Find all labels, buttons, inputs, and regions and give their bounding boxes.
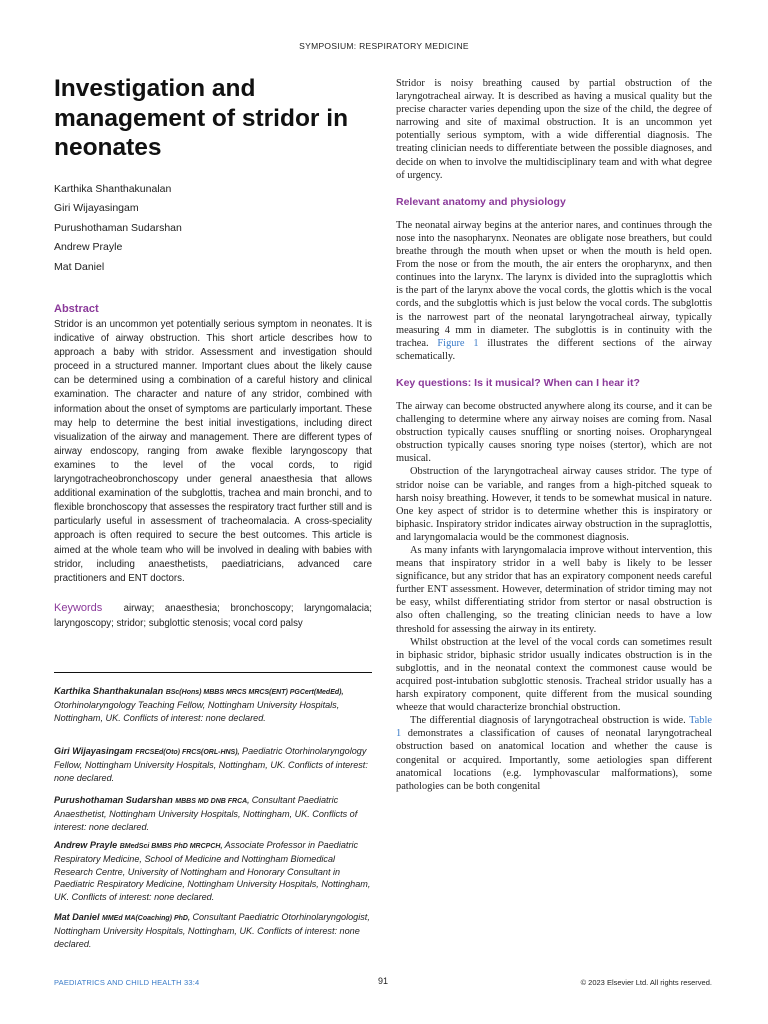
body-paragraph: The airway can become obstructed anywhere along its course, and it can be challenging to determine where any airway noises are coming from. Nasal obstruction typically causes snuffling or snorting noises. Oropharyngeal obstruction typically causes snoring type noises (stertor), which are not musical. — [396, 400, 712, 465]
body-paragraph: Whilst obstruction at the level of the vocal cords can sometimes result in biphasic stridor, biphasic stridor usually indicates obstruction is in the subglottis, and in the neonatal context the commonest cause would be acquired post-intubation subglottic stenosis. Tracheal stridor usually has a harsh expiratory component, quite different from the musical sounding wheeze that would characterize bronchial obstruction. — [396, 636, 712, 714]
keywords-list: airway; anaesthesia; bronchoscopy; laryngomalacia; laryngoscopy; stridor; subglottic stenosis; vocal cord palsy — [54, 603, 372, 629]
section-heading: Relevant anatomy and physiology — [396, 195, 566, 208]
figure-link[interactable]: Figure 1 — [437, 337, 479, 349]
author-name: Mat Daniel — [54, 260, 105, 273]
affiliation: Giri Wijayasingam FRCSEd(Oto) FRCS(ORL-HNS), Paediatric Otorhinolaryngology Fellow, Nottingham University Hospitals, Nottingham, UK. Conflicts of interest: none declared. — [54, 746, 368, 783]
keywords-label: Keywords — [54, 602, 103, 614]
page-number: 91 — [378, 976, 389, 986]
body-paragraph: The differential diagnosis of laryngotracheal obstruction is wide. Table 1 demonstrates a classification of causes of neonatal laryngotracheal obstruction based on anatomical location and whether the cause is congenital or acquired. Importantly, some aetiologies span different anatomical locations (e.g. lymphovascular malformations), some pathologies can be both congenital — [396, 715, 712, 792]
body-paragraph: The neonatal airway begins at the anterior nares, and continues through the nose into the nasopharynx. Neonates are obligate nose breathers, but could breathe through the mouth when upset or when the mouth is held open. From the nose or from the mouth, the air enters the oropharynx, and then continues into the larynx. The larynx is divided into the supraglottis which is the part of the larynx above the vocal cords, the glottis which is the vocal cords, and the subglottis which is just below the vocal cords. The subglottis is the narrowest part of the neonatal laryngotracheal airway, typically measuring 4 mm in diameter. The subglottis is in continuity with the trachea. Figure 1 illustrates the different sections of the airway schematically. — [396, 219, 712, 362]
running-head: SYMPOSIUM: RESPIRATORY MEDICINE — [299, 41, 469, 51]
article-title: Investigation and management of stridor in neonates — [54, 75, 349, 161]
table-link[interactable]: Table 1 — [396, 715, 712, 740]
intro-paragraph: Stridor is noisy breathing caused by partial obstruction of the laryngotracheal airway. It is described as having a musical quality but the precise character varies depending upon the size of the child, the degree of narrowing and site of maximal obstruction. It is an uncommon yet potentially serious symptom, with a wide differential diagnosis. The treating clinician needs to differentiate between the possible diagnoses, and decide on when to involve the multidisciplinary team and with what degree of urgency. — [396, 78, 712, 181]
journal-footer: PAEDIATRICS AND CHILD HEALTH 33:4 — [54, 978, 200, 987]
copyright: © 2023 Elsevier Ltd. All rights reserved. — [580, 978, 712, 987]
author-name: Purushothaman Sudarshan — [54, 221, 182, 234]
author-name: Karthika Shanthakunalan — [54, 183, 172, 195]
body-paragraph: Obstruction of the laryngotracheal airway causes stridor. The type of stridor noise can be variable, and ranges from a high-pitched squeak to harsh noisy breathing. However, it tends to be somewhat musical in nature. One key aspect of stridor is to determine whether this is inspiratory or biphasic. Inspiratory stridor indicates airway obstruction in the supraglottis, and laryngomalacia would be the commonest diagnosis. — [396, 466, 712, 543]
section-heading: Key questions: Is it musical? When can I hear it? — [396, 376, 640, 389]
body-paragraph: As many infants with laryngomalacia improve without intervention, this means that inspiratory stridor in a well baby is likely to be lesser significance, but any stridor that has an expiratory component needs careful further ENT assessment. However, determination of stridor timing may not be easy, whilst differentiating stridor from stertor or nasal obstruction is also often challenging, so the treating clinician needs to have a low threshold for assessing the airway in its entirety. — [396, 545, 712, 635]
abstract-heading: Abstract — [54, 303, 99, 315]
affiliation: Karthika Shanthakunalan BSc(Hons) MBBS MRCS MRCS(ENT) PGCert(MedEd), Otorhinolaryngology Teaching Fellow, Nottingham University Hospitals, Nottingham, UK. Conflicts of interest: none declared. — [54, 686, 344, 723]
body-column — [396, 77, 712, 793]
keywords — [54, 601, 372, 631]
divider — [54, 672, 372, 673]
abstract-text: Stridor is an uncommon yet potentially serious symptom in neonates. It is indicative of airway obstruction. This short article describes how to approach a baby with stridor. Assessment and investigation should proceed in a structured manner. Important clues about the likely cause can be determined using a combination of a careful history and clinical examination. The character and nature of any stridor, combined with information about the onset of symptoms are particularly important. These may help to determine the best initial investigations, including direct visualization of the airway and management. There are different types of airway endoscopy, ranging from awake flexible laryngoscopy that examines to the level of the vocal cords, to rigid laryngotracheobronchoscopy under general anaesthesia that allows additional examination of the subglottis, trachea and main bronchi, and to flexible bronchoscopy that assesses the respiratory tract further still and is particularly useful in assessment of tracheomalacia. A cross-speciality approach is often required to secure the best outcomes. This article is aimed at the whole team who will be involved in dealing with babies with stridor, including anaesthetists, paediatricians, advanced care practitioners and ENT doctors. — [54, 319, 372, 584]
author-name: Giri Wijayasingam — [54, 202, 139, 215]
affiliation: Purushothaman Sudarshan MBBS MD DNB FRCA, Consultant Paediatric Anaesthetist, Nottingham University Hospitals, Nottingham, UK. Conflicts of interest: none declared. — [54, 795, 358, 832]
affiliation: Mat Daniel MMEd MA(Coaching) PhD, Consultant Paediatric Otorhinolaryngologist, Nottingham University Hospitals, Nottingham, UK. Conflicts of interest: none declared. — [54, 912, 370, 949]
author-list — [54, 180, 384, 277]
affiliation: Andrew Prayle BMedSci BMBS PhD MRCPCH, Associate Professor in Paediatric Respiratory Medicine, School of Medicine and Nottingham Biomedical Research Centre, University of Nottingham and Honorary Consultant in Paediatric Respiratory Medicine, Nottingham University Hospitals, Nottingham, UK. Conflicts of interest: none declared. — [54, 840, 371, 902]
author-name: Andrew Prayle — [54, 241, 123, 254]
